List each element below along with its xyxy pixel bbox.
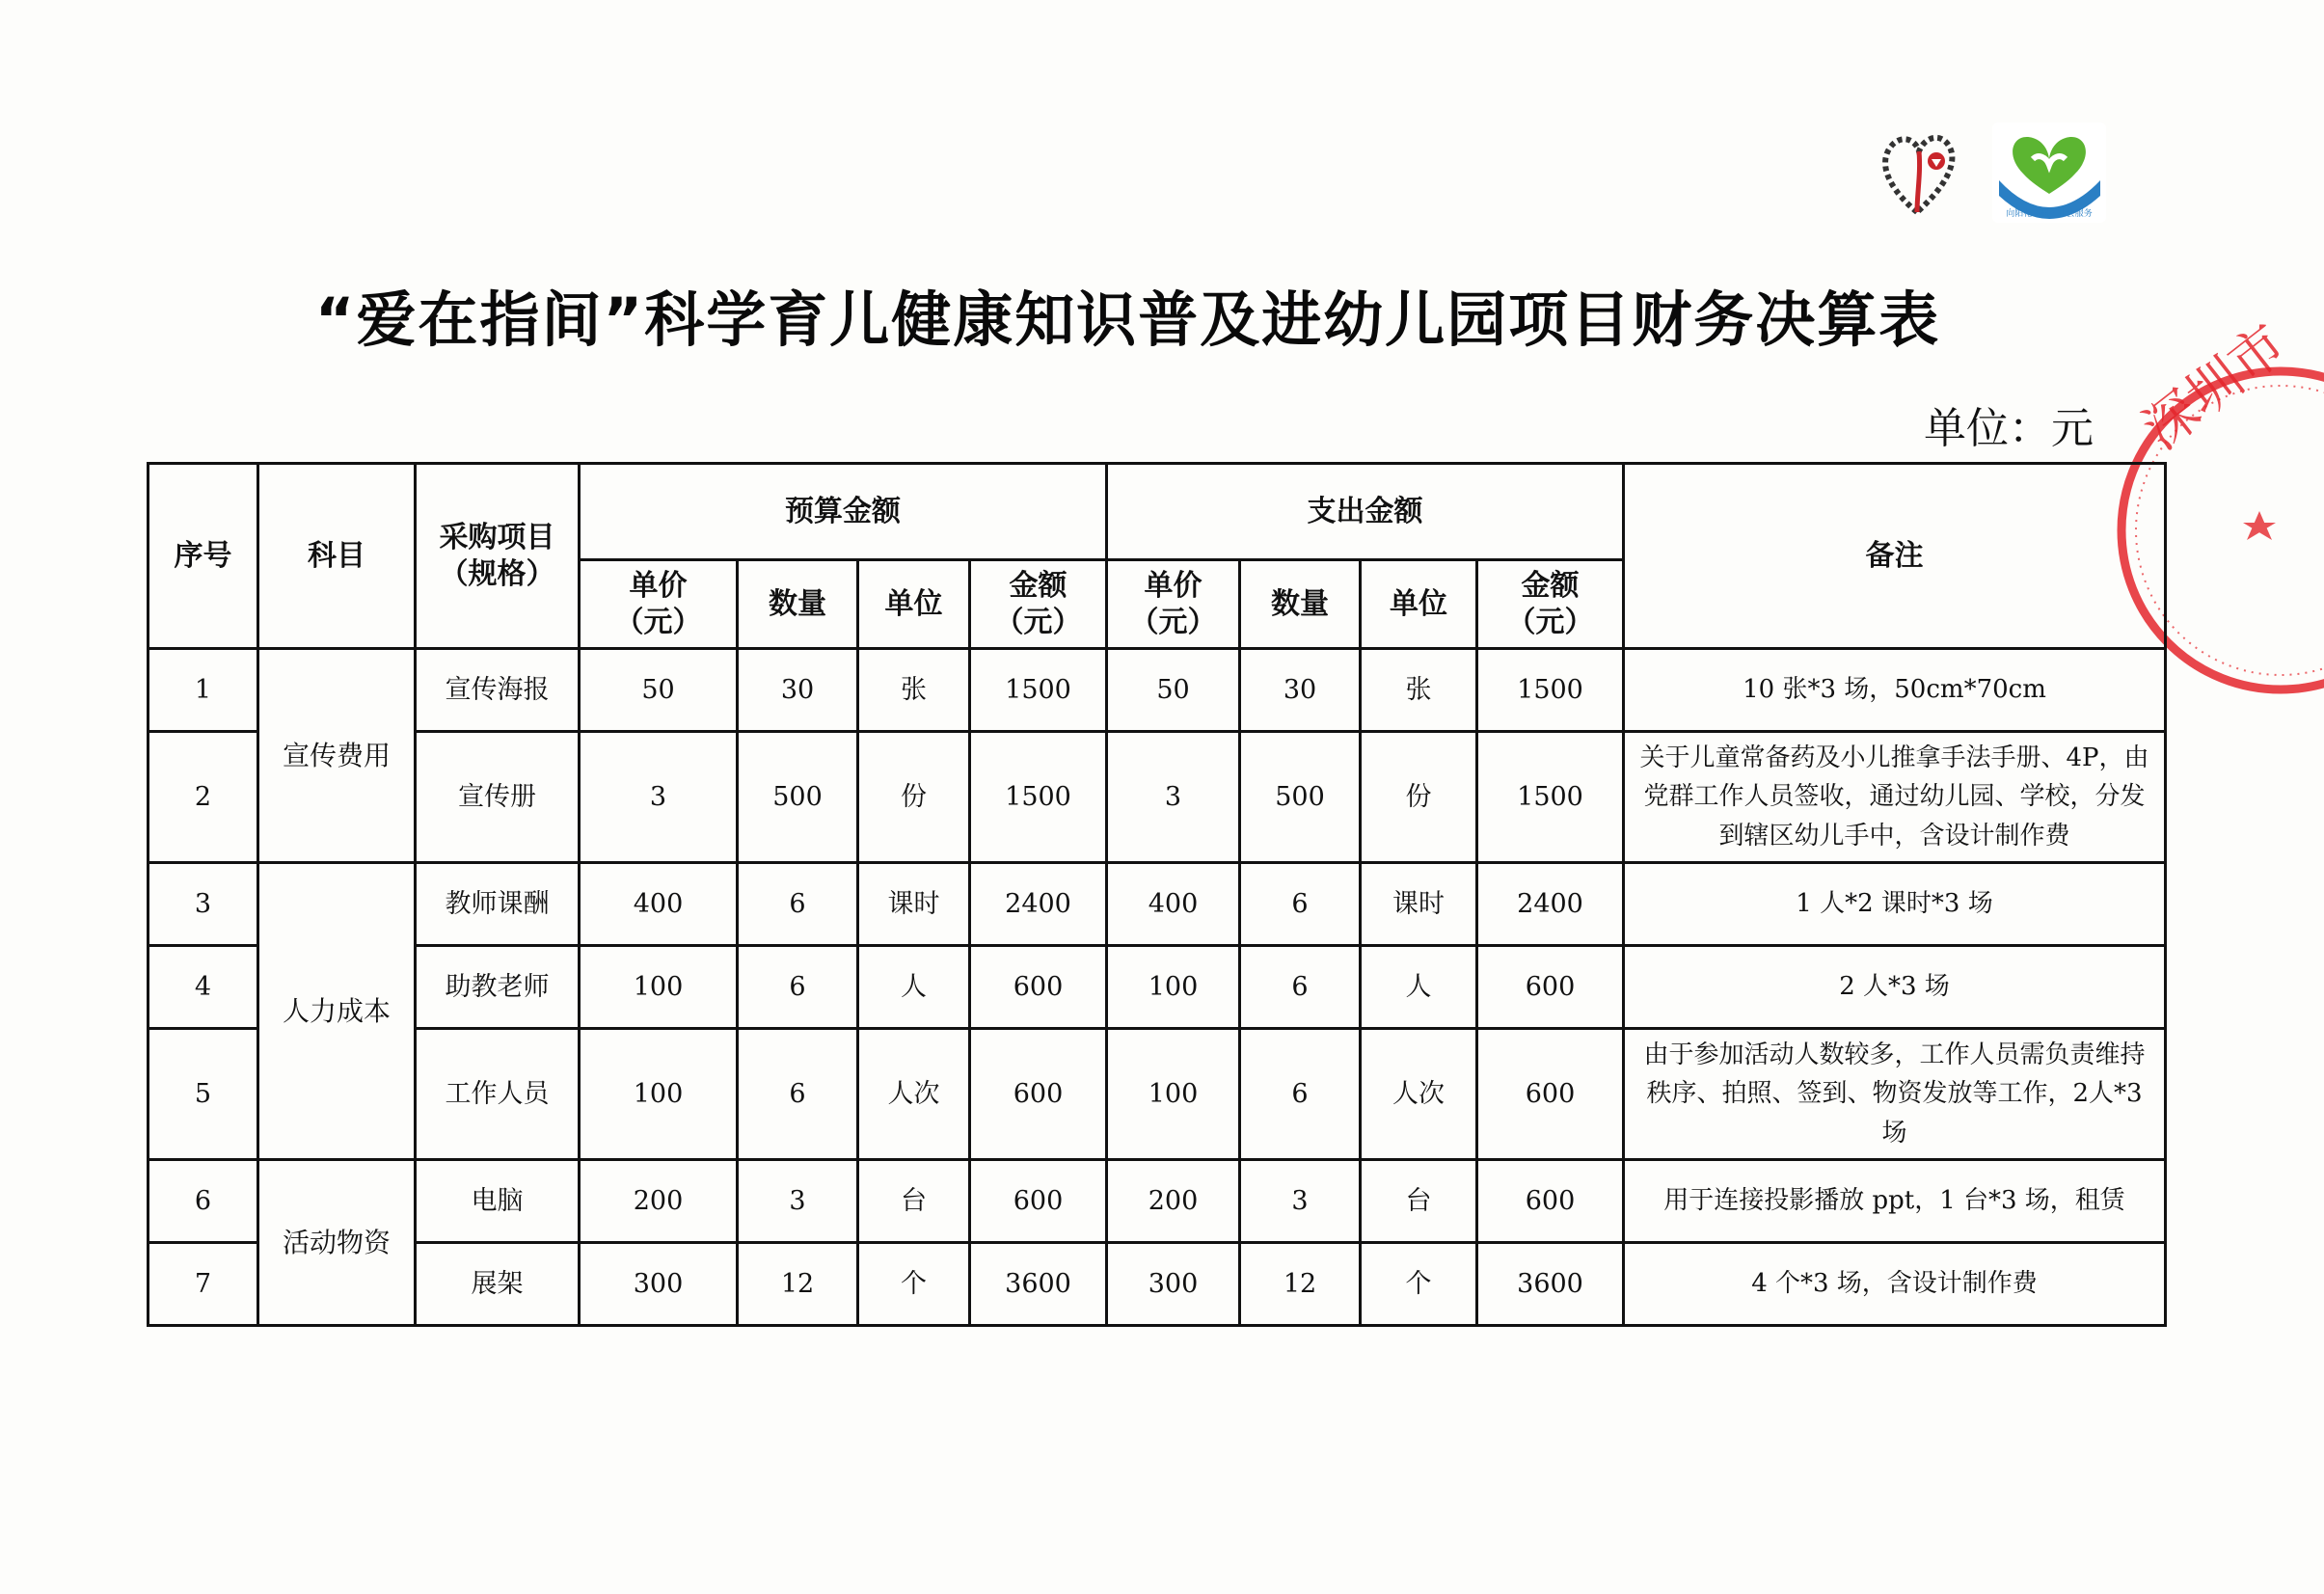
cell-expense-amount: 3600 — [1477, 1243, 1624, 1326]
sunflower-volunteer-logo-icon — [1992, 122, 2106, 223]
header-label: 单价 — [1144, 569, 1203, 603]
cell-budget-unit: 张 — [858, 649, 970, 732]
heart-ribbon-logo-icon — [1885, 138, 1952, 212]
header-label: 金额 — [1521, 569, 1580, 603]
header-label: （元） — [1129, 605, 1217, 639]
cell-item: 宣传海报 — [416, 649, 580, 732]
cell-expense-price: 300 — [1107, 1243, 1240, 1326]
cell-seq: 1 — [149, 649, 258, 732]
cell-expense-unit: 份 — [1361, 732, 1477, 863]
cell-budget-amount: 600 — [970, 1160, 1107, 1243]
cell-item: 宣传册 — [416, 732, 580, 863]
cell-budget-unit: 人次 — [858, 1029, 970, 1160]
header-label: （元） — [994, 605, 1082, 639]
cell-note: 2 人*3 场 — [1624, 946, 2166, 1029]
table-row — [149, 732, 2166, 863]
table-header-row — [149, 464, 2166, 560]
organization-logos — [1878, 121, 2110, 227]
cell-note: 由于参加活动人数较多，工作人员需负责维持秩序、拍照、签到、物资发放等工作，2人*3 场 — [1624, 1029, 2166, 1160]
cell-budget-price: 200 — [580, 1160, 738, 1243]
table-row — [149, 1029, 2166, 1160]
cell-expense-qty: 6 — [1240, 1029, 1361, 1160]
cell-expense-price: 50 — [1107, 649, 1240, 732]
cell-budget-amount: 1500 — [970, 732, 1107, 863]
cell-expense-qty: 3 — [1240, 1160, 1361, 1243]
cell-seq: 4 — [149, 946, 258, 1029]
header-seq: 序号 — [149, 464, 258, 649]
cell-budget-amount: 2400 — [970, 863, 1107, 946]
table-row — [149, 649, 2166, 732]
cell-expense-amount: 600 — [1477, 1029, 1624, 1160]
cell-budget-price: 3 — [580, 732, 738, 863]
header-budget-group: 预算金额 — [580, 464, 1107, 560]
cell-budget-unit: 课时 — [858, 863, 970, 946]
cell-expense-unit: 课时 — [1361, 863, 1477, 946]
header-label: 金额 — [1009, 569, 1067, 603]
cell-budget-qty: 6 — [738, 863, 858, 946]
table-row — [149, 1243, 2166, 1326]
cell-seq: 2 — [149, 732, 258, 863]
header-item-line2: （规格） — [439, 556, 555, 591]
header-budget-amount — [970, 560, 1107, 649]
cell-item: 展架 — [416, 1243, 580, 1326]
cell-budget-unit: 个 — [858, 1243, 970, 1326]
header-expense-unit-price — [1107, 560, 1240, 649]
seal-text: 深圳市 — [2131, 312, 2299, 463]
header-budget-unit: 单位 — [858, 560, 970, 649]
cell-expense-qty: 6 — [1240, 863, 1361, 946]
cell-budget-amount: 600 — [970, 1029, 1107, 1160]
cell-budget-qty: 30 — [738, 649, 858, 732]
cell-expense-amount: 1500 — [1477, 649, 1624, 732]
cell-expense-price: 100 — [1107, 1029, 1240, 1160]
header-expense-group: 支出金额 — [1107, 464, 1624, 560]
cell-expense-amount: 600 — [1477, 946, 1624, 1029]
cell-item: 教师课酬 — [416, 863, 580, 946]
header-expense-amount — [1477, 560, 1624, 649]
table-row — [149, 1160, 2166, 1243]
cell-expense-unit: 人次 — [1361, 1029, 1477, 1160]
cell-expense-price: 200 — [1107, 1160, 1240, 1243]
cell-budget-price: 50 — [580, 649, 738, 732]
cell-seq: 6 — [149, 1160, 258, 1243]
cell-expense-price: 400 — [1107, 863, 1240, 946]
cell-budget-unit: 台 — [858, 1160, 970, 1243]
header-label: （元） — [614, 605, 702, 639]
header-budget-unit-price — [580, 560, 738, 649]
cell-expense-unit: 张 — [1361, 649, 1477, 732]
cell-note: 1 人*2 课时*3 场 — [1624, 863, 2166, 946]
cell-budget-price: 100 — [580, 946, 738, 1029]
cell-note: 10 张*3 场，50cm*70cm — [1624, 649, 2166, 732]
page-title: “爱在指间”科学育儿健康知识普及进幼儿园项目财务决算表 — [314, 284, 1941, 355]
header-subject: 科目 — [258, 464, 416, 649]
cell-budget-unit: 份 — [858, 732, 970, 863]
table-row — [149, 863, 2166, 946]
cell-seq: 3 — [149, 863, 258, 946]
cell-expense-price: 100 — [1107, 946, 1240, 1029]
header-expense-quantity: 数量 — [1240, 560, 1361, 649]
cell-item: 助教老师 — [416, 946, 580, 1029]
cell-expense-unit: 台 — [1361, 1160, 1477, 1243]
cell-budget-qty: 3 — [738, 1160, 858, 1243]
cell-note: 4 个*3 场，含设计制作费 — [1624, 1243, 2166, 1326]
header-purchase-item — [416, 464, 580, 649]
cell-budget-qty: 6 — [738, 946, 858, 1029]
cell-budget-amount: 3600 — [970, 1243, 1107, 1326]
cell-budget-qty: 500 — [738, 732, 858, 863]
cell-expense-qty: 30 — [1240, 649, 1361, 732]
cell-note: 用于连接投影播放 ppt，1 台*3 场，租赁 — [1624, 1160, 2166, 1243]
cell-expense-amount: 2400 — [1477, 863, 1624, 946]
cell-budget-qty: 6 — [738, 1029, 858, 1160]
cell-budget-amount: 1500 — [970, 649, 1107, 732]
header-item-line1: 采购项目 — [439, 521, 555, 554]
cell-budget-price: 300 — [580, 1243, 738, 1326]
logo-caption: 向阳花志愿 · 社会服务 — [2006, 209, 2093, 219]
header-label: （元） — [1506, 605, 1594, 639]
cell-expense-qty: 500 — [1240, 732, 1361, 863]
header-label: 单价 — [629, 569, 688, 603]
subject-materials: 活动物资 — [258, 1160, 416, 1326]
subject-labor: 人力成本 — [258, 863, 416, 1160]
cell-expense-amount: 600 — [1477, 1160, 1624, 1243]
header-notes: 备注 — [1624, 464, 2166, 649]
cell-budget-qty: 12 — [738, 1243, 858, 1326]
cell-expense-unit: 人 — [1361, 946, 1477, 1029]
cell-seq: 5 — [149, 1029, 258, 1160]
cell-expense-unit: 个 — [1361, 1243, 1477, 1326]
cell-expense-qty: 12 — [1240, 1243, 1361, 1326]
currency-unit-label: 单位：元 — [1924, 404, 2094, 453]
table-row — [149, 946, 2166, 1029]
cell-item: 工作人员 — [416, 1029, 580, 1160]
header-budget-quantity: 数量 — [738, 560, 858, 649]
cell-expense-amount: 1500 — [1477, 732, 1624, 863]
settlement-table — [147, 462, 2167, 1327]
subject-publicity: 宣传费用 — [258, 649, 416, 863]
cell-item: 电脑 — [416, 1160, 580, 1243]
cell-budget-price: 100 — [580, 1029, 738, 1160]
cell-budget-amount: 600 — [970, 946, 1107, 1029]
cell-seq: 7 — [149, 1243, 258, 1326]
cell-expense-price: 3 — [1107, 732, 1240, 863]
cell-budget-price: 400 — [580, 863, 738, 946]
cell-expense-qty: 6 — [1240, 946, 1361, 1029]
cell-note: 关于儿童常备药及小儿推拿手法手册、4P，由党群工作人员签收，通过幼儿园、学校，分发到辖区幼儿手中，含设计制作费 — [1624, 732, 2166, 863]
header-expense-unit: 单位 — [1361, 560, 1477, 649]
cell-budget-unit: 人 — [858, 946, 970, 1029]
